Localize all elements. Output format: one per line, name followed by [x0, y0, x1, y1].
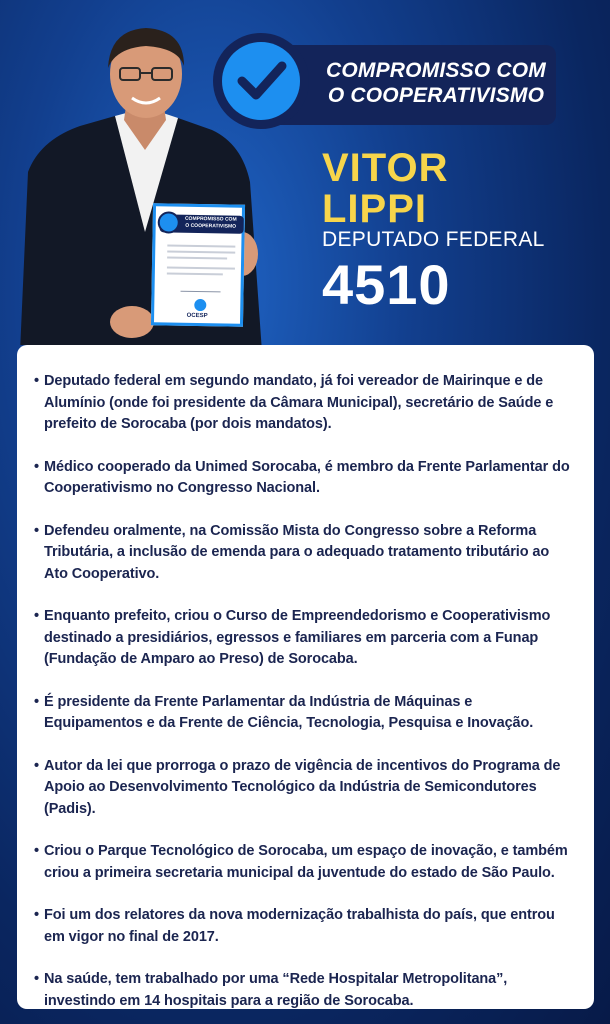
list-item-text: Criou o Parque Tecnológico de Sorocaba, um espaço de inovação, e também criou a primeira secretaria municipal da juventude do estado de São Paulo.: [44, 843, 568, 881]
list-item-text: Autor da lei que prorroga o prazo de vigência de incentivos do Programa de Apoio ao Desenvolvimento Tecnológico da Indústria de Semicondutores (Padis).: [44, 757, 561, 817]
list-item: [34, 521, 574, 586]
document-title-line1: COMPROMISSO COM: [184, 215, 237, 223]
list-item: [34, 692, 574, 735]
bullet: •: [34, 522, 39, 539]
info-card: [17, 345, 594, 1009]
candidate-role: DEPUTADO FEDERAL: [322, 228, 545, 251]
list-item-text: Foi um dos relatores da nova modernização trabalhista do país, que entrou em vigor no final de 2017.: [44, 907, 555, 945]
badge-line2: O COOPERATIVISMO: [327, 84, 545, 107]
bullet: •: [34, 693, 39, 710]
candidate-name: [322, 148, 449, 230]
document-title-line2: O COOPERATIVISMO: [185, 222, 237, 230]
document-logo-text: OCESP: [186, 312, 208, 320]
candidate-first-name: VITOR: [322, 146, 449, 190]
list-item: [34, 905, 574, 948]
bullet: •: [34, 971, 39, 987]
document-logo-icon: [194, 299, 206, 311]
badge-line1: COMPROMISSO COM: [325, 59, 546, 82]
bullet: •: [34, 458, 39, 475]
list-item: [34, 969, 574, 1012]
list-item-text: Médico cooperado da Unimed Sorocaba, é membro da Frente Parlamentar do Cooperativismo no Congresso Nacional.: [44, 458, 570, 496]
list-item: [34, 606, 574, 671]
held-document: [151, 203, 245, 327]
bullet: •: [34, 373, 39, 389]
list-item: [34, 841, 574, 884]
bullet: •: [34, 907, 39, 923]
list-item: [34, 371, 574, 436]
list-item-text: É presidente da Frente Parlamentar da Indústria de Máquinas e Equipamentos e da Frente de Ciência, Tecnologia, Pesquisa e Inovação.: [44, 693, 534, 731]
bullet: •: [34, 843, 39, 859]
list-item: [34, 756, 574, 821]
badge-text: [321, 58, 551, 108]
list-item-text: Deputado federal em segundo mandato, já foi vereador de Mairinque e de Alumínio (onde foi presidente da Câmara Municipal), secretário de Saúde e prefeito de Sorocaba (por dois mandatos).: [44, 373, 554, 432]
list-item-text: Defendeu oralmente, na Comissão Mista do Congresso sobre a Reforma Tributária, a inclusão de emenda para o adequado tratamento tributário ao Ato Cooperativo.: [44, 522, 550, 582]
check-icon: [222, 42, 300, 120]
candidate-last-name: LIPPI: [322, 187, 428, 231]
bullet: •: [34, 757, 39, 774]
candidate-number: 4510: [322, 253, 451, 316]
bullet: •: [34, 608, 39, 624]
list-item-text: Enquanto prefeito, criou o Curso de Empreendedorismo e Cooperativismo destinado a presidiários, egressos e familiares em parceria com a Funap (Fundação de Amparo ao Preso) de Sorocaba.: [44, 608, 551, 667]
commitment-badge: [213, 33, 558, 129]
list-item-text: Na saúde, tem trabalhado por uma “Rede Hospitalar Metropolitana”, investindo em 14 hospitais para a região de Sorocaba.: [44, 971, 508, 1009]
hero-section: [0, 0, 610, 345]
list-item: [34, 457, 574, 500]
